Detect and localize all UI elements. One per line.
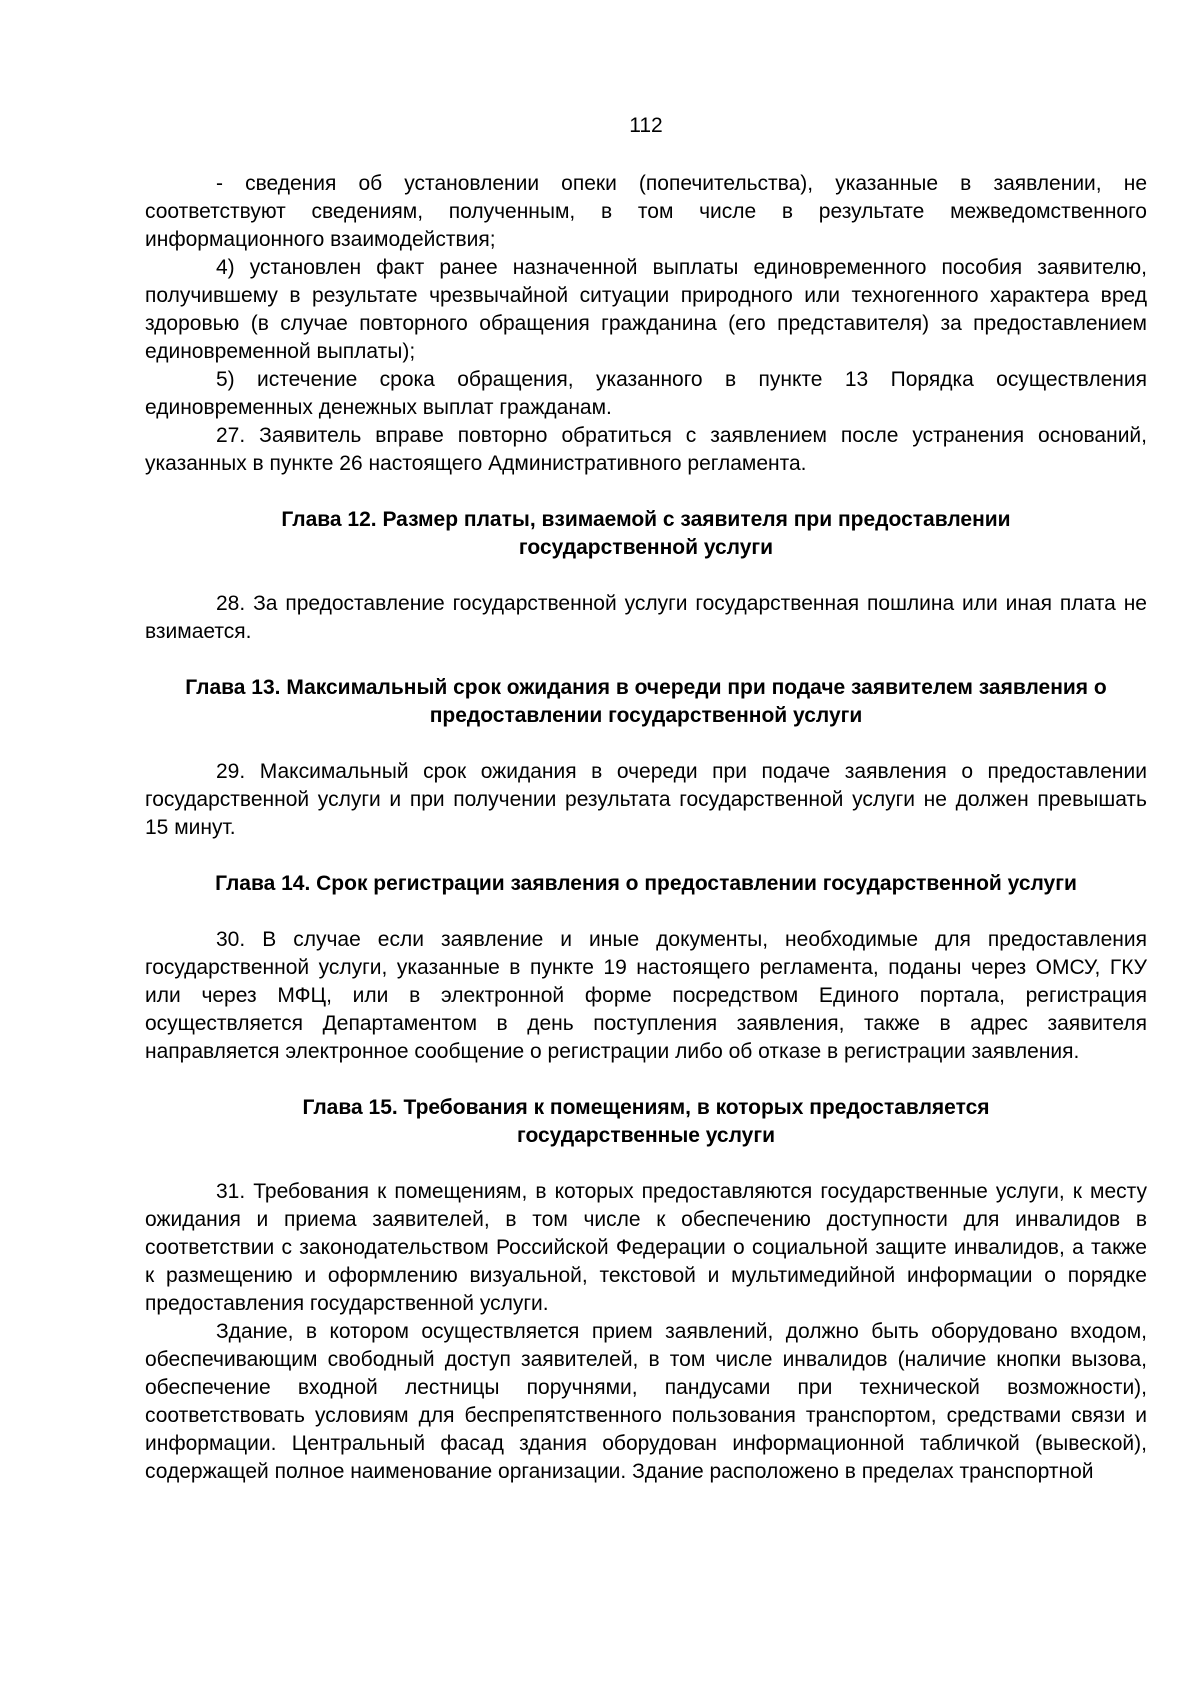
- heading-chapter-15: Глава 15. Требования к помещениям, в которых предоставляется государственные услуги: [302, 1096, 990, 1147]
- paragraph-item-4: 4) установлен факт ранее назначенной выплаты единовременного пособия заявителю, получившему в результате чрезвычайной ситуации природного или техногенного характера вред здоровью (в случае повторного обращения гражданина (его представителя) за предоставлением единовременной выплаты);: [145, 256, 1147, 363]
- paragraph-29: 29. Максимальный срок ожидания в очереди при подаче заявления о предоставлении государственной услуги и при получении результата государственной услуги не должен превышать 15 минут.: [145, 760, 1147, 839]
- paragraph-building: Здание, в котором осуществляется прием заявлений, должно быть оборудовано входом, обеспечивающим свободный доступ заявителей, в том числе инвалидов (наличие кнопки вызова, обеспечение входной лестницы поручнями, пандусами при технической возможности), соответствовать условиям для беспрепятственного пользования транспортом, средствами связи и информации. Центральный фасад здания оборудован информационной табличкой (вывеской), содержащей полное наименование организации. Здание расположено в пределах транспортной: [145, 1320, 1147, 1483]
- heading-chapter-14: Глава 14. Срок регистрации заявления о предоставлении государственной услуги: [215, 872, 1077, 895]
- paragraph-item-5: 5) истечение срока обращения, указанного в пункте 13 Порядка осуществления единовременных денежных выплат гражданам.: [145, 368, 1147, 419]
- paragraph-27: 27. Заявитель вправе повторно обратиться с заявлением после устранения оснований, указанных в пункте 26 настоящего Административного регламента.: [145, 424, 1147, 475]
- heading-chapter-12: Глава 12. Размер платы, взимаемой с заявителя при предоставлении государственной услуги: [281, 508, 1011, 559]
- heading-chapter-13: Глава 13. Максимальный срок ожидания в очереди при подаче заявителем заявления о предоставлении государственной услуги: [185, 676, 1107, 727]
- paragraph-guardianship-mismatch: - сведения об установлении опеки (попечительства), указанные в заявлении, не соответствуют сведениям, полученным, в том числе в результате межведомственного информационного взаимодействия;: [145, 172, 1147, 251]
- page-number: 112: [629, 114, 663, 137]
- paragraph-28: 28. За предоставление государственной услуги государственная пошлина или иная плата не взимается.: [145, 592, 1147, 643]
- paragraph-31: 31. Требования к помещениям, в которых предоставляются государственные услуги, к месту ожидания и приема заявителей, в том числе к обеспечению доступности для инвалидов в соответствии с законодательством Российской Федерации о социальной защите инвалидов, а также к размещению и оформлению визуальной, текстовой и мультимедийной информации о порядке предоставления государственной услуги.: [145, 1180, 1147, 1315]
- document-body: [145, 170, 1147, 1486]
- paragraph-30: 30. В случае если заявление и иные документы, необходимые для предоставления государственной услуги, указанные в пункте 19 настоящего регламента, поданы через ОМСУ, ГКУ или через МФЦ, или в электронной форме посредством Единого портала, регистрация осуществляется Департаментом в день поступления заявления, также в адрес заявителя направляется электронное сообщение о регистрации либо об отказе в регистрации заявления.: [145, 928, 1147, 1063]
